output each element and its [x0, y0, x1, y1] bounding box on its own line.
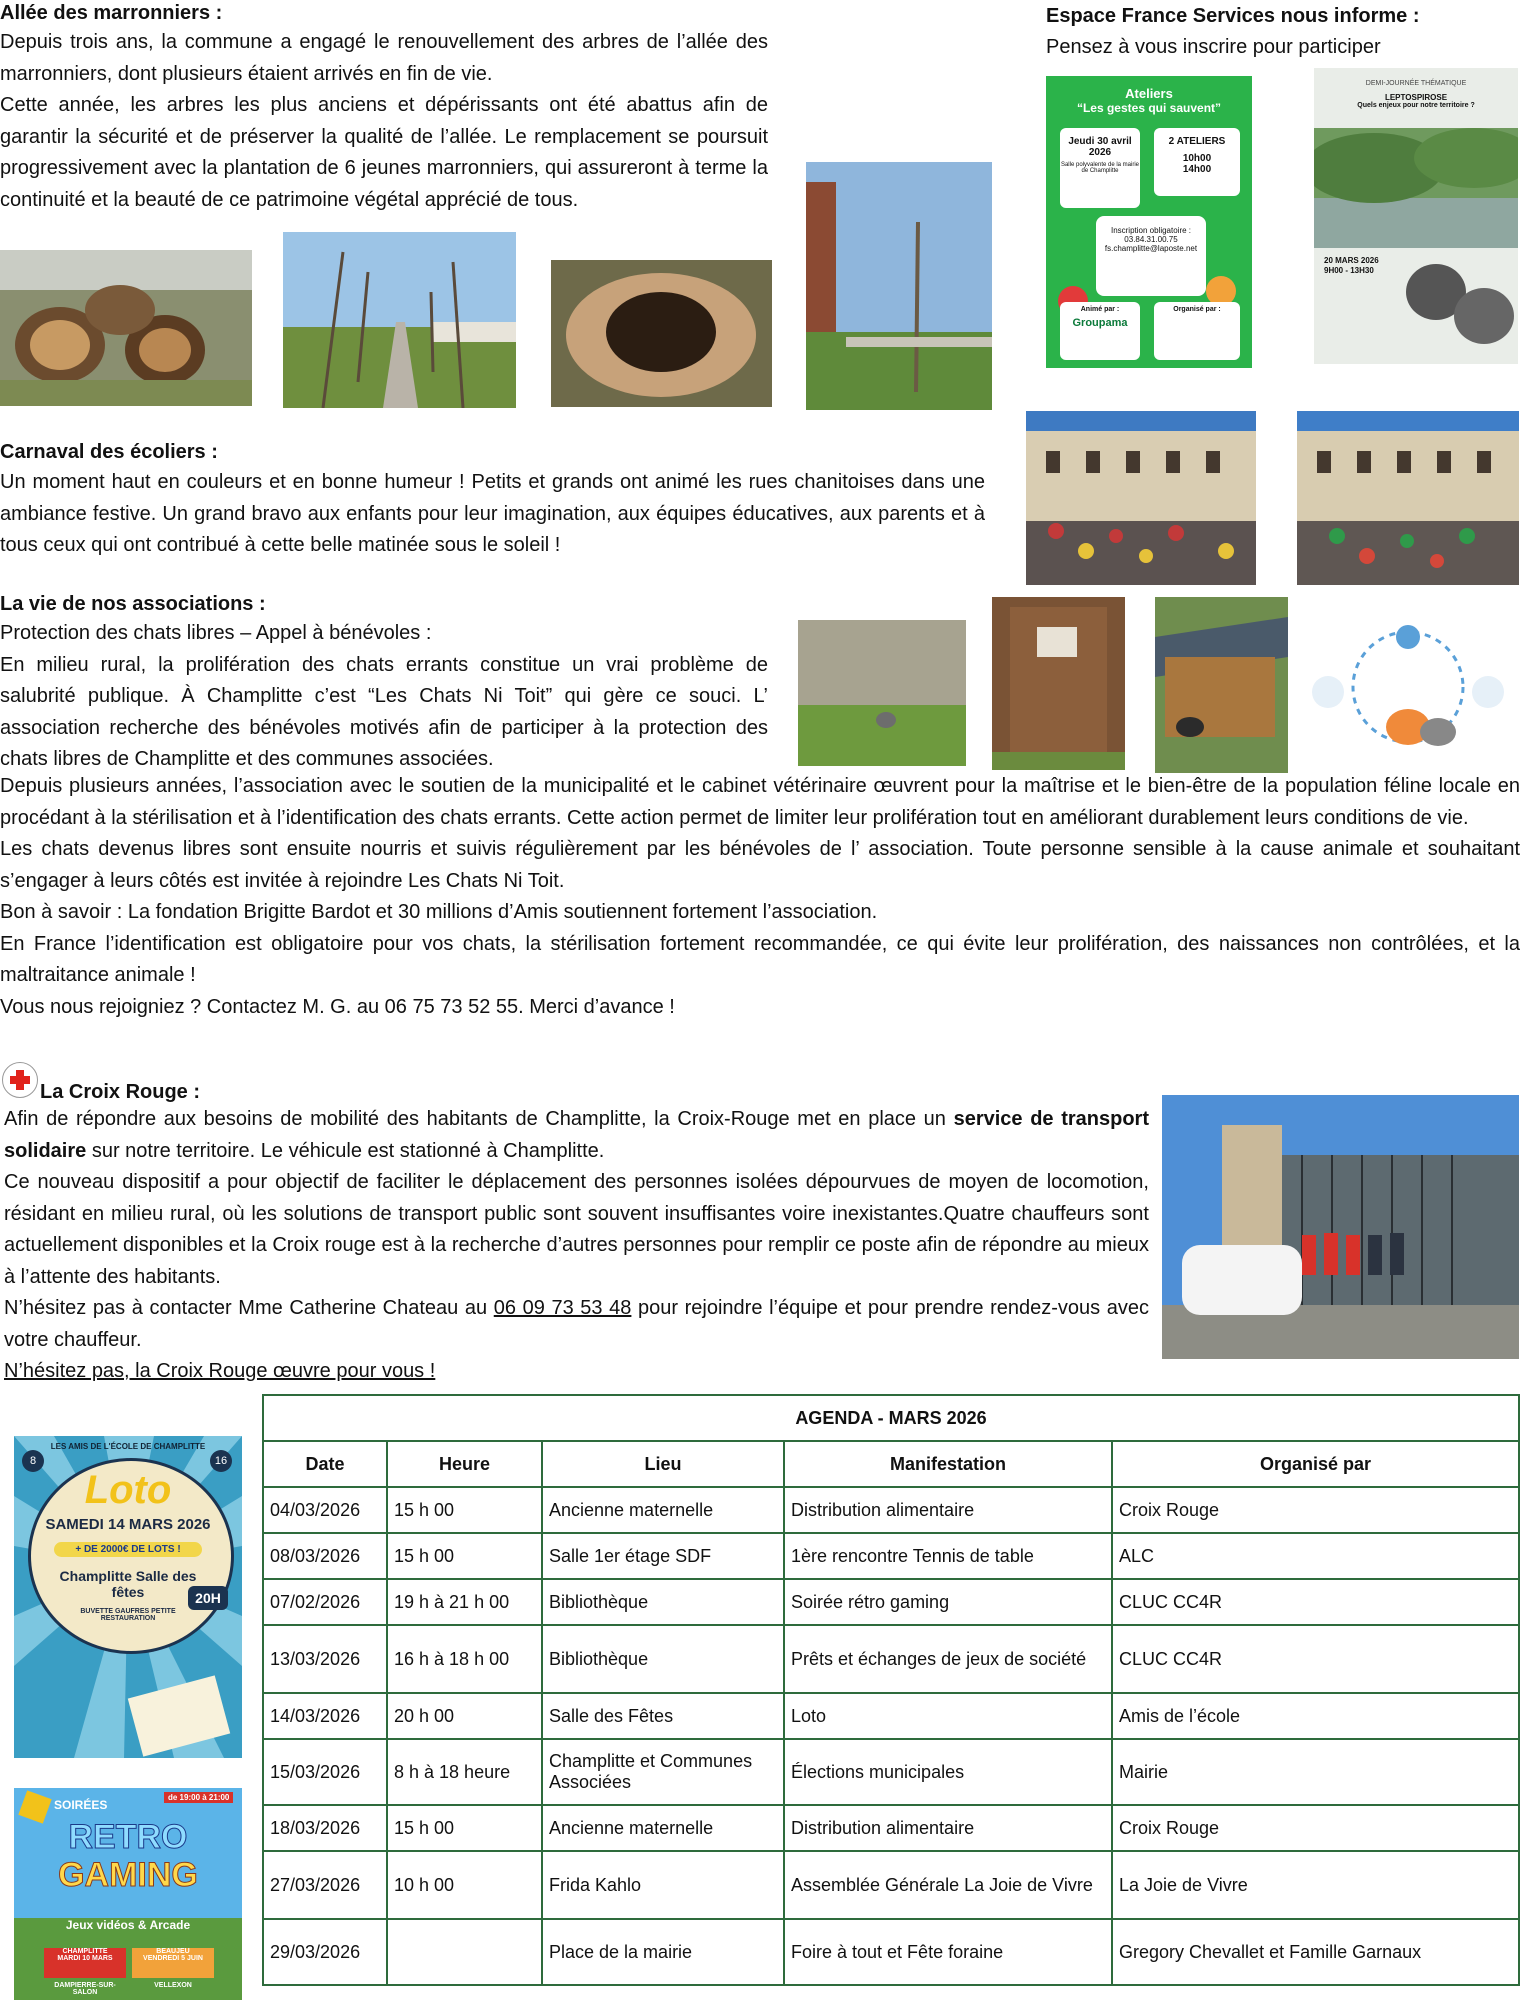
agenda-cell-date: 15/03/2026: [263, 1739, 387, 1805]
agenda-cell-organise: Mairie: [1112, 1739, 1519, 1805]
poster2-question: Quels enjeux pour notre territoire ?: [1357, 102, 1475, 109]
croix-rouge-paragraph-3: [4, 1293, 1149, 1356]
allee-paragraph-1: Depuis trois ans, la commune a engagé le renouvellement des arbres de l’allée des marronniers, dont plusieurs étaient arrivés en fin de vie.: [0, 31, 768, 85]
agenda-cell-lieu: Place de la mairie: [542, 1919, 784, 1985]
croix-rouge-title: La Croix Rouge :: [40, 1081, 201, 1103]
retro-hours: de 19:00 à 21:00: [164, 1792, 233, 1803]
agenda-cell-heure: 16 h à 18 h 00: [387, 1625, 542, 1693]
agenda-cell-manifestation: Foire à tout et Fête foraine: [784, 1919, 1112, 1985]
agenda-cell-heure: 15 h 00: [387, 1487, 542, 1533]
table-row: [263, 1805, 1519, 1851]
agenda-title-row: [263, 1395, 1519, 1441]
agenda-cell-heure: 20 h 00: [387, 1693, 542, 1739]
france-services-subtitle: Pensez à vous inscrire pour participer: [1046, 36, 1381, 58]
agenda-cell-manifestation: Distribution alimentaire: [784, 1805, 1112, 1851]
table-row: [263, 1693, 1519, 1739]
river-landscape-image: [1314, 128, 1518, 248]
associations-paragraph-4: Bon à savoir : La fondation Brigitte Bardot et 30 millions d’Amis soutiennent fortement l’association.: [0, 901, 878, 923]
agenda-cell-manifestation: Assemblée Générale La Joie de Vivre: [784, 1851, 1112, 1919]
agenda-cell-heure: 15 h 00: [387, 1533, 542, 1579]
carnaval-text: Un moment haut en couleurs et en bonne humeur ! Petits et grands ont animé les rues chanitoises dans une ambiance festive. Un grand bravo aux enfants pour leur imagination, aux équipes éducatives, aux parents et à tous ceux qui ont contribué à cette belle matinée sous le soleil !: [0, 471, 985, 556]
carnaval-photo-1: [1026, 411, 1256, 585]
poster2-date: 20 MARS 2026: [1324, 256, 1379, 265]
table-row: [263, 1851, 1519, 1919]
croix-rouge-p3-end: pour rejoindre l’équipe et pour prendre rendez-vous avec votre chauffeur.: [4, 1297, 1149, 1351]
retro-date-1: MARDI 10 MARS: [57, 1955, 113, 1962]
agenda-cell-manifestation: 1ère rencontre Tennis de table: [784, 1533, 1112, 1579]
agenda-header-heure: Heure: [387, 1441, 542, 1487]
transport-solidaire-highlight: service de transport solidaire: [4, 1108, 1149, 1162]
croix-rouge-text: [4, 1104, 1149, 1388]
rat-image-2: [1454, 288, 1514, 344]
carnaval-photo-2: [1297, 411, 1519, 585]
associations-body: [0, 771, 1520, 1023]
agenda-header-row: [263, 1441, 1519, 1487]
poster1-inscription: Inscription obligatoire :: [1110, 226, 1192, 235]
poster1-time2: 14h00: [1182, 164, 1212, 175]
gestes-qui-sauvent-poster: [1046, 76, 1252, 368]
loto-prize: + DE 2000€ DE LOTS !: [54, 1542, 202, 1557]
agenda-cell-lieu: Bibliothèque: [542, 1579, 784, 1625]
poster2-title: LEPTOSPIROSE: [1384, 93, 1448, 102]
cut-logs-photo: [0, 250, 252, 406]
allee-title: Allée des marronniers :: [0, 2, 223, 24]
associations-paragraph-2: Depuis plusieurs années, l’association avec le soutien de la municipalité et le cabinet vétérinaire œuvrent pour la maîtrise et le bien-être de la population féline locale en procédant à la stérilisation et à l’identification des chats errants. Cette action permet de limiter leur prolifération tout en améliorant durablement leurs conditions de vie.: [0, 775, 1520, 829]
associations-paragraph-1: En milieu rural, la prolifération des chats errants constitue un vrai problème de salubrité publique. À Champlitte c’est “Les Chats Ni Toit” qui gère ce souci. L’ association recherche des bénévoles motivés afin de participer à la protection des chats libres de Champlitte et des communes associées.: [0, 653, 768, 770]
agenda-cell-lieu: Champlitte et Communes Associées: [542, 1739, 784, 1805]
agenda-cell-lieu: Salle des Fêtes: [542, 1693, 784, 1739]
poster1-anime: Animé par :: [1080, 306, 1120, 313]
poster1-phone: 03.84.31.00.75: [1124, 235, 1178, 244]
loto-header: LES AMIS DE L'ÉCOLE DE CHAMPLITTE: [50, 1442, 206, 1451]
retro-loc-4: VELLEXON: [154, 1982, 192, 1989]
croix-rouge-p1-start: Afin de répondre aux besoins de mobilité des habitants de Champlitte, la Croix-Rouge met en place un: [4, 1108, 954, 1130]
croix-rouge-paragraph-1: [4, 1104, 1149, 1167]
agenda-cell-lieu: Ancienne maternelle: [542, 1805, 784, 1851]
agenda-header-organise: Organisé par: [1112, 1441, 1519, 1487]
chestnut-alley-photo: [283, 232, 516, 408]
agenda-cell-manifestation: Loto: [784, 1693, 1112, 1739]
croix-rouge-vehicle-photo: [1162, 1095, 1519, 1359]
cat-wall-photo: [798, 620, 966, 766]
france-services-title: Espace France Services nous informe :: [1046, 5, 1420, 27]
agenda-cell-organise: Croix Rouge: [1112, 1805, 1519, 1851]
agenda-cell-date: 13/03/2026: [263, 1625, 387, 1693]
cat-care-illustration: [1298, 607, 1519, 769]
agenda-cell-organise: CLUC CC4R: [1112, 1579, 1519, 1625]
associations-paragraph-3: Les chats devenus libres sont ensuite nourris et suivis régulièrement par les bénévoles de l’ association. Toute personne sensible à la cause animale et souhaitant s’engager à leurs côtés est invitée à rejoindre Les Chats Ni Toit.: [0, 838, 1520, 892]
poster2-time: 9H00 - 13H30: [1324, 266, 1374, 275]
young-tree-photo: [806, 162, 992, 410]
poster1-anime-box: [1060, 302, 1140, 360]
associations-intro: Protection des chats libres – Appel à bénévoles :: [0, 622, 432, 644]
poster1-email: fs.champlitte@laposte.net: [1104, 244, 1198, 253]
retro-date-2: VENDREDI 5 JUIN: [143, 1955, 203, 1962]
agenda-cell-date: 27/03/2026: [263, 1851, 387, 1919]
poster1-organise: Organisé par :: [1173, 306, 1221, 313]
croix-rouge-paragraph-4: N’hésitez pas, la Croix Rouge œuvre pour vous !: [4, 1360, 436, 1382]
croix-rouge-logo-icon: [2, 1062, 38, 1098]
leptospirose-poster: [1314, 68, 1518, 364]
agenda-cell-organise: Gregory Chevallet et Famille Garnaux: [1112, 1919, 1519, 1985]
allee-text: [0, 27, 768, 216]
agenda-cell-manifestation: Élections municipales: [784, 1739, 1112, 1805]
poster1-organise-box: [1154, 302, 1240, 360]
retro-title-2: GAMING: [58, 1856, 198, 1894]
associations-intro-block: [0, 618, 768, 776]
table-row: [263, 1625, 1519, 1693]
poster1-time1: 10h00: [1182, 153, 1212, 164]
agenda-header-manifestation: Manifestation: [784, 1441, 1112, 1487]
poster1-ateliers-box: [1154, 128, 1240, 196]
loto-title: Loto: [84, 1468, 172, 1512]
croix-rouge-paragraph-2: Ce nouveau dispositif a pour objectif de faciliter le déplacement des personnes isolées dépourvues de moyen de locomotion, résidant en milieu rural, où les solutions de transport public sont souvent insuffisantes voire inexistantes.Quatre chauffeurs sont actuellement disponibles et la Croix rouge est à la recherche d’autres personnes pour remplir ce poste afin de répondre au mieux à l’attente des habitants.: [4, 1171, 1149, 1288]
agenda-cell-heure: 19 h à 21 h 00: [387, 1579, 542, 1625]
agenda-cell-organise: Amis de l’école: [1112, 1693, 1519, 1739]
poster2-header: DEMI-JOURNÉE THÉMATIQUE: [1365, 80, 1467, 87]
agenda-cell-date: 18/03/2026: [263, 1805, 387, 1851]
poster1-place: Salle polyvalente de la mairie de Champlitte: [1060, 162, 1140, 174]
associations-paragraph-6: Vous nous rejoigniez ? Contactez M. G. au 06 75 73 52 55. Merci d’avance !: [0, 995, 675, 1018]
retro-loc-3: DAMPIERRE-SUR-SALON: [54, 1982, 116, 1996]
allee-paragraph-2: Cette année, les arbres les plus anciens et dépérissants ont été abattus afin de garantir la sécurité et de préserver la qualité de l’allée. Le remplacement se poursuit progressivement avec la plantation de 6 jeunes marronniers, qui assureront à terme la continuité et la beauté de ce patrimoine végétal apprécié de tous.: [0, 94, 768, 211]
hollow-trunk-photo: [551, 260, 772, 407]
retro-loc-2: BEAUJEU: [156, 1948, 190, 1955]
cat-house-photo: [1155, 597, 1288, 773]
table-row: [263, 1739, 1519, 1805]
loto-time: 20H: [188, 1586, 228, 1610]
croix-rouge-phone-link[interactable]: 06 09 73 53 48: [493, 1297, 632, 1319]
agenda-cell-manifestation: Distribution alimentaire: [784, 1487, 1112, 1533]
agenda-header-lieu: Lieu: [542, 1441, 784, 1487]
groupama-logo: Groupama: [1072, 317, 1128, 329]
poster1-ateliers: 2 ATELIERS: [1168, 136, 1226, 147]
agenda-cell-lieu: Salle 1er étage SDF: [542, 1533, 784, 1579]
retro-date-box-1: [44, 1948, 126, 1978]
agenda-cell-heure: 8 h à 18 heure: [387, 1739, 542, 1805]
cat-shelter-door-photo: [992, 597, 1125, 770]
retro-top: SOIRÉES: [54, 1798, 108, 1812]
retro-date-box-2: [132, 1948, 214, 1978]
croix-rouge-p3-start: N’hésitez pas à contacter Mme Catherine Chateau au: [4, 1297, 494, 1319]
poster1-date: Jeudi 30 avril 2026: [1068, 136, 1132, 158]
agenda-cell-organise: CLUC CC4R: [1112, 1625, 1519, 1693]
agenda-cell-lieu: Ancienne maternelle: [542, 1487, 784, 1533]
poster1-title: “Les gestes qui sauvent”: [1076, 101, 1222, 115]
agenda-cell-date: 14/03/2026: [263, 1693, 387, 1739]
table-row: [263, 1487, 1519, 1533]
loto-extras: BUVETTE GAUFRES PETITE RESTAURATION: [80, 1608, 176, 1622]
associations-title: La vie de nos associations :: [0, 593, 266, 615]
croix-rouge-p1-end: sur notre territoire. Le véhicule est stationné à Champlitte.: [86, 1139, 605, 1162]
loto-date: SAMEDI 14 MARS 2026: [45, 1516, 211, 1533]
agenda-cell-date: 04/03/2026: [263, 1487, 387, 1533]
associations-paragraph-5: En France l’identification est obligatoire pour vos chats, la stérilisation fortement recommandée, ce qui évite leur prolifération, des naissances non contrôlées, et la maltraitance animale !: [0, 932, 1520, 986]
agenda-title: AGENDA - MARS 2026: [263, 1395, 1519, 1441]
poster1-date-box: [1060, 128, 1140, 208]
agenda-cell-manifestation: Prêts et échanges de jeux de société: [784, 1625, 1112, 1693]
retro-loc-1: CHAMPLITTE: [62, 1948, 108, 1955]
bingo-ball-icon: 8: [22, 1450, 44, 1472]
table-row: [263, 1579, 1519, 1625]
table-row: [263, 1533, 1519, 1579]
agenda-cell-organise: ALC: [1112, 1533, 1519, 1579]
agenda-cell-date: 07/02/2026: [263, 1579, 387, 1625]
table-row: [263, 1919, 1519, 1985]
agenda-cell-lieu: Bibliothèque: [542, 1625, 784, 1693]
agenda-cell-heure: [387, 1919, 542, 1985]
poster1-header: Ateliers: [1125, 86, 1173, 101]
retro-subtitle: Jeux vidéos & Arcade: [65, 1918, 191, 1932]
agenda-cell-organise: La Joie de Vivre: [1112, 1851, 1519, 1919]
bingo-ball-icon-2: 16: [210, 1450, 232, 1472]
poster1-inscription-box: [1096, 216, 1206, 296]
loto-place: Champlitte Salle des fêtes: [59, 1568, 197, 1600]
retro-title-1: RETRO: [68, 1818, 188, 1856]
agenda-cell-date: 08/03/2026: [263, 1533, 387, 1579]
agenda-cell-heure: 15 h 00: [387, 1805, 542, 1851]
agenda-cell-manifestation: Soirée rétro gaming: [784, 1579, 1112, 1625]
agenda-header-date: Date: [263, 1441, 387, 1487]
agenda-cell-lieu: Frida Kahlo: [542, 1851, 784, 1919]
loto-poster: [14, 1436, 242, 1758]
carnaval-title: Carnaval des écoliers :: [0, 441, 218, 463]
retro-gaming-poster: [14, 1788, 242, 2000]
agenda-table: [262, 1394, 1520, 1986]
agenda-cell-heure: 10 h 00: [387, 1851, 542, 1919]
agenda-cell-organise: Croix Rouge: [1112, 1487, 1519, 1533]
agenda-cell-date: 29/03/2026: [263, 1919, 387, 1985]
